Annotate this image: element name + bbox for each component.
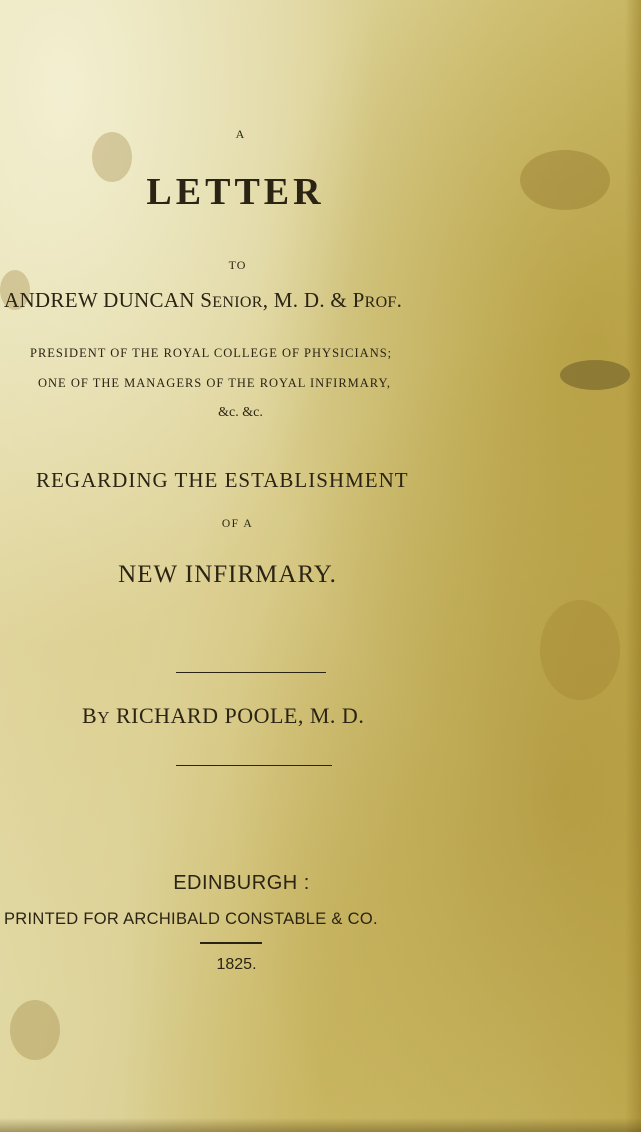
author-line [82,703,364,729]
subject-new-infirmary: NEW INFIRMARY. [118,561,337,588]
subject-regarding: REGARDING THE ESTABLISHMENT [36,468,409,492]
recipient-role-manager: ONE OF THE MANAGERS OF THE ROYAL INFIRMARY, [38,376,391,390]
page-edge-shadow [625,0,641,1132]
author-by-initial: B [82,703,98,728]
subject-of-a: OF A [221,518,254,530]
divider-rule [176,672,326,673]
recipient-name-end: . [396,288,403,312]
title-to: TO [228,258,247,272]
imprint-printer: PRINTED FOR ARCHIBALD CONSTABLE & CO. [4,910,378,928]
title-article: A [235,127,246,141]
recipient-name-rest: , M. D. & P [262,288,365,312]
recipient-etc: &c. &c. [218,405,263,420]
foxing-stain [540,600,620,700]
imprint-year: 1825. [216,956,257,973]
foxing-stain [10,1000,60,1060]
title-letter: LETTER [146,171,325,213]
recipient-name [4,288,402,313]
divider-rule [176,765,332,766]
recipient-name-smallcaps-2: ROF [364,294,397,311]
page-edge-shadow [0,1118,641,1132]
imprint-place: EDINBURGH : [173,872,310,894]
recipient-role-president: PRESIDENT OF THE ROYAL COLLEGE OF PHYSICIANS; [30,346,393,360]
author-by-smallcaps: Y [97,708,110,727]
author-name: RICHARD POOLE, M. D. [109,703,365,728]
recipient-name-smallcaps: ENIOR [212,294,263,311]
recipient-name-main: ANDREW DUNCAN S [4,288,213,312]
divider-rule [200,942,262,944]
foxing-stain [560,360,630,390]
